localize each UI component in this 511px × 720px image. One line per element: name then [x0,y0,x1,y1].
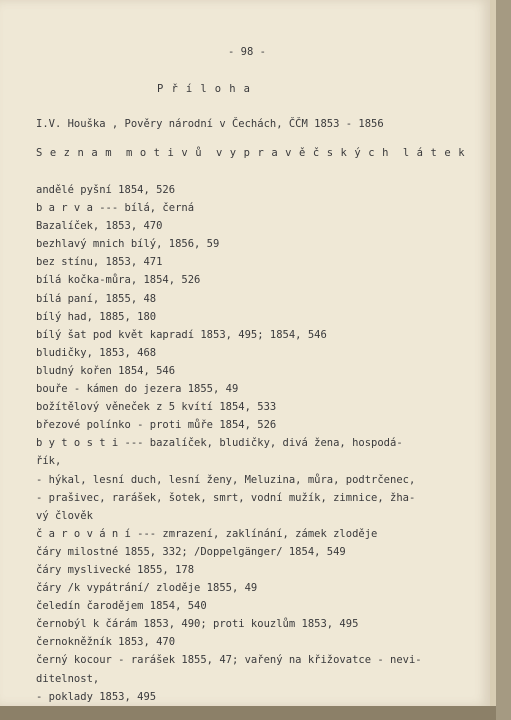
source-citation: I.V. Houška , Pověry národní v Čechách, ČČM 1853 - 1856 [36,118,384,130]
list-item: bez stínu, 1853, 471 [36,256,163,269]
list-item: ditelnost, [36,672,100,685]
list-item: bílý had, 1885, 180 [36,310,157,323]
list-item: č a r o v á n í --- zmrazení, zaklínání, zámek zloděje [36,527,378,540]
motif-index-list [36,181,422,706]
list-item: b y t o s t i --- bazalíček, bludičky, divá žena, hospodá- [36,437,403,450]
list-item: bludný kořen 1854, 546 [36,364,176,377]
list-item: - poklady 1853, 495 [36,690,157,703]
list-item: čáry milostné 1855, 332; /Doppelgänger/ 1854, 549 [36,545,346,558]
list-item: - hýkal, lesní duch, lesní ženy, Meluzina, můra, podtrčenec, [36,473,416,486]
list-item: bílý šat pod květ kapradí 1853, 495; 1854, 546 [36,328,327,341]
list-heading: S e z n a m m o t i v ů v y p r a v ě č s k ý c h l á t e k [36,147,466,159]
list-item: Bazalíček, 1853, 470 [36,220,163,233]
list-item: bludičky, 1853, 468 [36,346,157,359]
list-item: božítělový věneček z 5 kvítí 1854, 533 [36,401,277,414]
list-item: vý člověk [36,509,93,522]
list-item: bílá paní, 1855, 48 [36,292,157,305]
list-item: černokněžník 1853, 470 [36,636,176,649]
list-item: březové polínko - proti můře 1854, 526 [36,419,277,432]
list-item: čáry myslivecké 1855, 178 [36,563,195,576]
list-item: čeledín čarodějem 1854, 540 [36,600,207,613]
page-edge [490,0,496,706]
list-item: černý kocour - rarášek 1855, 47; vařený na křižovatce - nevi- [36,654,422,667]
list-item: bezhlavý mnich bílý, 1856, 59 [36,238,220,251]
list-item: řík, [36,455,62,468]
page-number: - 98 - [228,46,266,58]
appendix-title: P ř í l o h a [157,83,251,95]
list-item: bílá kočka-můra, 1854, 526 [36,274,201,287]
list-item: andělé pyšní 1854, 526 [36,184,176,196]
list-item: - prašivec, rarášek, šotek, smrt, vodní mužík, zimnice, žha- [36,491,416,504]
scan-bottom-margin [0,706,496,720]
list-item: čáry /k vypátrání/ zloděje 1855, 49 [36,582,258,595]
list-item: černobýl k čárám 1853, 490; proti kouzlům 1853, 495 [36,618,359,631]
list-item: b a r v a --- bílá, černá [36,202,195,215]
list-item: bouře - kámen do jezera 1855, 49 [36,383,239,396]
